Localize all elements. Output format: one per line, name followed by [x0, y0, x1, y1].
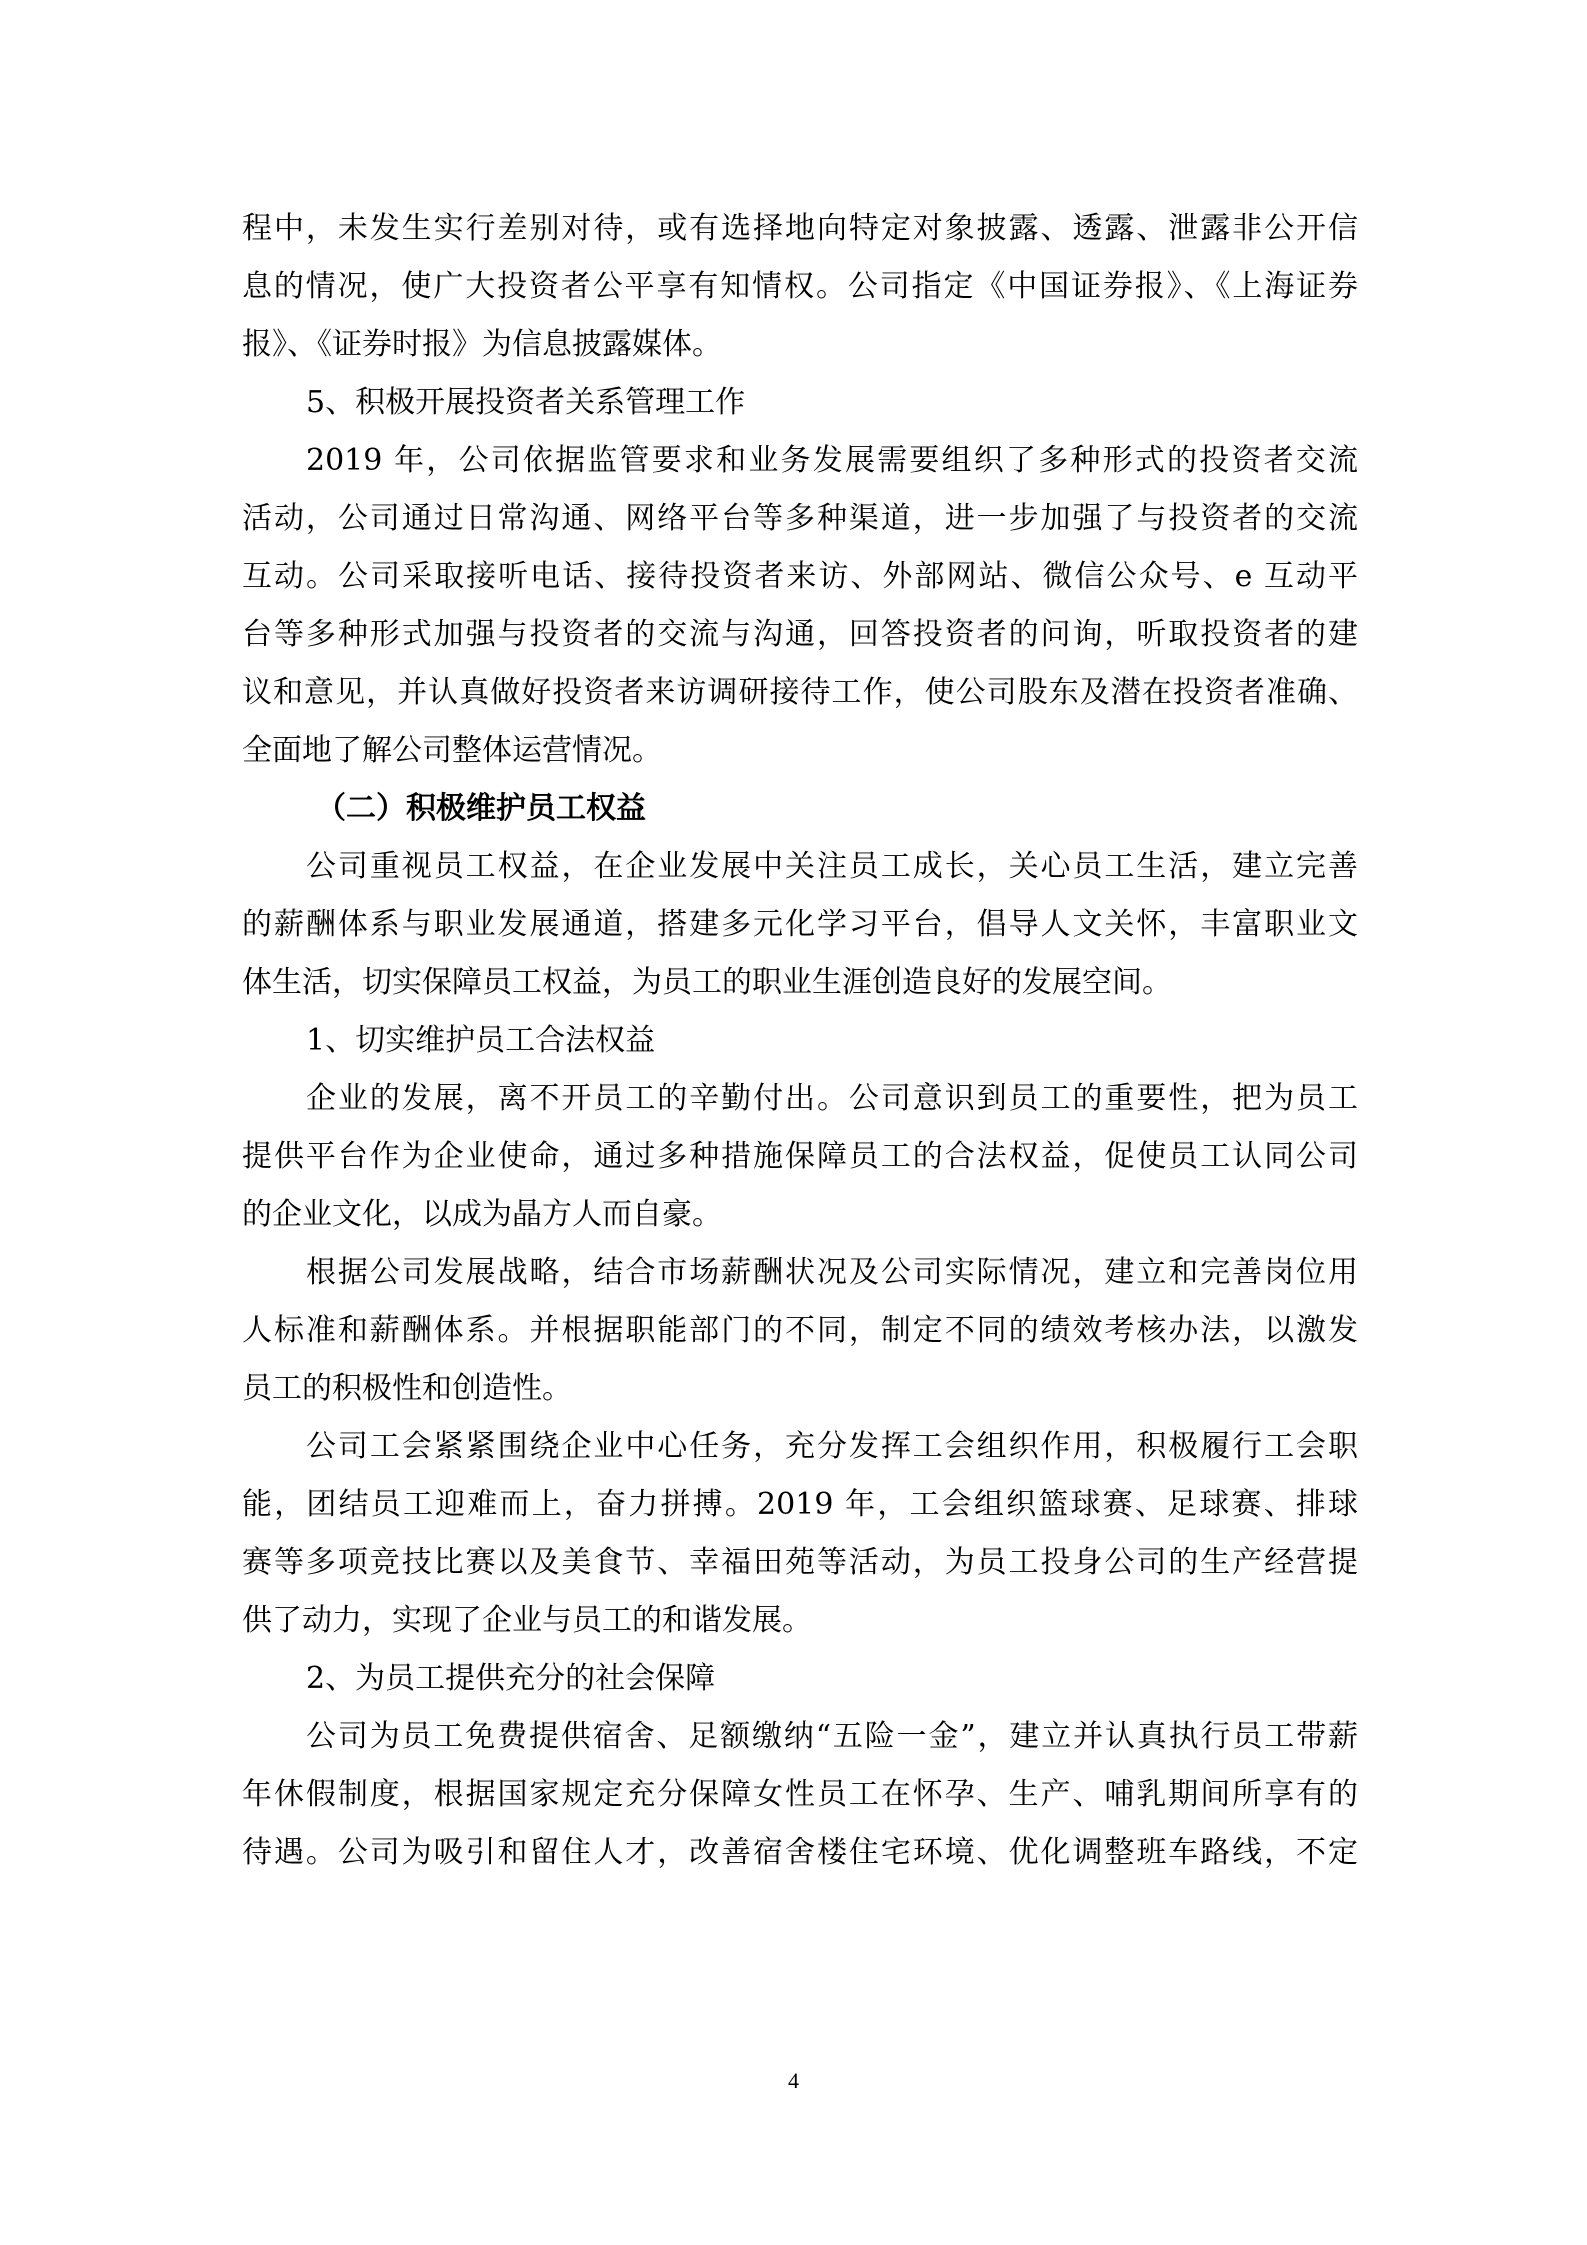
- text-line: 的薪酬体系与职业发展通道，搭建多元化学习平台，倡导人文关怀，丰富职业文: [242, 907, 1358, 942]
- text-line: 2019 年，公司依据监管要求和业务发展需要组织了多种形式的投资者交流: [306, 443, 1358, 478]
- text-line: 报》、《证券时报》为信息披露媒体。: [242, 327, 722, 362]
- text-line: 公司重视员工权益，在企业发展中关注员工成长，关心员工生活，建立完善: [306, 849, 1358, 884]
- paragraph-investor-communication: [242, 432, 1358, 780]
- text-line: 待遇。公司为吸引和留住人才，改善宿舍楼住宅环境、优化调整班车路线，不定: [242, 1835, 1358, 1870]
- paragraph-employee-rights-intro: [242, 838, 1358, 1012]
- paragraph-trade-union: [242, 1418, 1358, 1650]
- text-line: 互动。公司采取接听电话、接待投资者来访、外部网站、微信公众号、e 互动平: [242, 559, 1358, 594]
- text-line: 公司为员工免费提供宿舍、足额缴纳“五险一金”，建立并认真执行员工带薪: [306, 1719, 1358, 1754]
- section-heading: （二）积极维护员工权益: [316, 791, 646, 826]
- text-line: 2、为员工提供充分的社会保障: [306, 1661, 716, 1696]
- text-line: 年休假制度，根据国家规定充分保障女性员工在怀孕、生产、哺乳期间所享有的: [242, 1777, 1358, 1812]
- paragraph-disclosure-continued: [242, 200, 1358, 374]
- text-line: 议和意见，并认真做好投资者来访调研接待工作，使公司股东及潜在投资者准确、: [242, 675, 1358, 710]
- paragraph-benefits: [242, 1708, 1358, 1882]
- paragraph-enterprise-development: [242, 1070, 1358, 1244]
- text-line: 员工的积极性和创造性。: [242, 1371, 572, 1406]
- text-line: 体生活，切实保障员工权益，为员工的职业生涯创造良好的发展空间。: [242, 965, 1172, 1000]
- page-number: 4: [788, 2068, 799, 2093]
- subheading-investor-relations: [242, 374, 1358, 432]
- text-line: 息的情况，使广大投资者公平享有知情权。公司指定《中国证券报》、《上海证券: [242, 269, 1358, 304]
- text-line: 全面地了解公司整体运营情况。: [242, 733, 662, 768]
- text-line: 能，团结员工迎难而上，奋力拼搏。2019 年，工会组织篮球赛、足球赛、排球: [242, 1487, 1358, 1522]
- text-line: 1、切实维护员工合法权益: [306, 1023, 656, 1058]
- text-line: 供了动力，实现了企业与员工的和谐发展。: [242, 1603, 812, 1638]
- text-line: 提供平台作为企业使命，通过多种措施保障员工的合法权益，促使员工认同公司: [242, 1139, 1358, 1174]
- document-body: [242, 200, 1358, 1882]
- section-heading-employee-rights: [242, 780, 1358, 838]
- text-line: 活动，公司通过日常沟通、网络平台等多种渠道，进一步加强了与投资者的交流: [242, 501, 1358, 536]
- text-line: 根据公司发展战略，结合市场薪酬状况及公司实际情况，建立和完善岗位用: [306, 1255, 1358, 1290]
- text-line: 台等多种形式加强与投资者的交流与沟通，回答投资者的问询，听取投资者的建: [242, 617, 1358, 652]
- text-line: 的企业文化，以成为晶方人而自豪。: [242, 1197, 722, 1232]
- text-line: 赛等多项竞技比赛以及美食节、幸福田苑等活动，为员工投身公司的生产经营提: [242, 1545, 1358, 1580]
- paragraph-compensation-system: [242, 1244, 1358, 1418]
- subheading-legal-rights: [242, 1012, 1358, 1070]
- subheading-social-security: [242, 1650, 1358, 1708]
- text-line: 程中，未发生实行差别对待，或有选择地向特定对象披露、透露、泄露非公开信: [242, 211, 1358, 246]
- text-line: 企业的发展，离不开员工的辛勤付出。公司意识到员工的重要性，把为员工: [306, 1081, 1358, 1116]
- text-line: 公司工会紧紧围绕企业中心任务，充分发挥工会组织作用，积极履行工会职: [306, 1429, 1358, 1464]
- text-line: 5、积极开展投资者关系管理工作: [306, 385, 746, 420]
- text-line: 人标准和薪酬体系。并根据职能部门的不同，制定不同的绩效考核办法，以激发: [242, 1313, 1358, 1348]
